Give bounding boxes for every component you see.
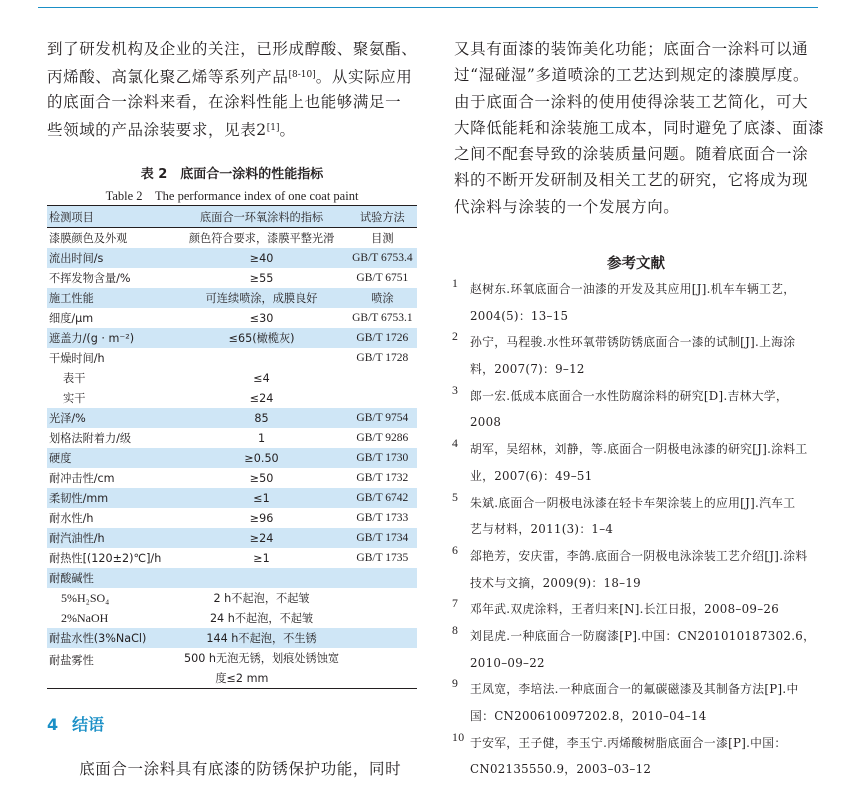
reference-line: 艺与材料，2011(3)：1–4 (470, 522, 614, 537)
table-row: 实干 ≤24 (63, 391, 274, 405)
text-line: 又具有面漆的装饰美化功能；底面合一涂料可以通 (454, 40, 809, 58)
reference-number: 6 (452, 542, 459, 557)
reference-number: 5 (452, 489, 459, 504)
section-title: 结语 (72, 715, 105, 734)
table-caption-cn: 表 2 底面合一涂料的性能指标 (140, 167, 324, 182)
table-row: 施工性能 可连续喷涂，成膜良好 喷涂 (47, 288, 417, 308)
references-list (452, 276, 822, 783)
table-row: 不挥发物含量/% ≥55 GB/T 6751 (49, 271, 409, 285)
text-line: 之间不配套导致的涂装质量问题。随着底面合一涂 (454, 145, 809, 164)
references-title: 参考文献 (607, 256, 665, 272)
right-paragraph (454, 36, 824, 220)
header-rule (38, 7, 818, 8)
table-row: 耐盐水性(3%NaCl) 144 h不起泡，不生锈 (47, 628, 417, 648)
section-number: 4 (47, 715, 59, 734)
text-line: 到了研发机构及企业的关注，已形成醇酸、聚氨酯、 (47, 40, 418, 58)
reference-item (452, 543, 822, 596)
table-row: 遮盖力/(g · m⁻²) ≤65(橄榄灰) GB/T 1726 (47, 328, 417, 348)
section-heading (47, 712, 104, 735)
performance-table (47, 205, 417, 689)
reference-number: 3 (452, 382, 459, 397)
reference-line: 于安军，王子健，李玉宁.丙烯酸树脂底面合一漆[P].中国： (470, 735, 787, 750)
table-row: 耐水性/h ≥96 GB/T 1733 (49, 511, 409, 525)
reference-line: 技术与文摘，2009(9)：18–19 (470, 575, 641, 590)
reference-line: 2008 (470, 415, 502, 430)
table-row: 表干 ≤4 (63, 371, 270, 385)
citation: [8-10] (288, 70, 316, 81)
reference-line: 孙宁，马程骏.水性环氧带锈防锈底面合一漆的试制[J].上海涂 (470, 335, 796, 350)
table-row: 流出时间/s ≥40 GB/T 6753.4 (47, 248, 417, 268)
table-row: 光泽/% 85 GB/T 9754 (47, 408, 417, 428)
reference-line: 刘昆虎.一种底面合一防腐漆[P].中国：CN201010187302.6， (470, 628, 816, 643)
column-header: 试验方法 (348, 206, 417, 228)
text-line: 的底面合一涂料来看，在涂料性能上也能够满足一 (47, 92, 402, 111)
table-row: 细度/μm ≤30 GB/T 6753.1 (49, 311, 413, 325)
table-caption-en: Table 2 The performance index of one coat paint (105, 189, 359, 203)
reference-line: 朱斌.底面合一阴极电泳漆在轻卡车架涂装上的应用[J].汽车工 (470, 495, 796, 510)
column-header: 检测项目 (47, 206, 175, 228)
text-line: 些领域的产品涂装要求，见表2[1]。 (47, 120, 296, 139)
reference-item (452, 436, 822, 489)
reference-line: 2010–09–22 (470, 655, 545, 670)
text-line: 由于底面合一涂料的使用使得涂装工艺简化，可大 (454, 92, 809, 111)
reference-number: 2 (452, 329, 459, 344)
reference-item (452, 623, 822, 676)
table-row: 5%H₂SO₄ 2 h不起泡，不起皱 (61, 590, 310, 605)
reference-line: 胡军，吴绍林，刘静，等.底面合一阴极电泳漆的研究[J].涂料工 (470, 442, 808, 457)
reference-line: 2004(5)：13–15 (470, 308, 569, 323)
table-row: 耐冲击性/cm ≥50 GB/T 1732 (49, 471, 409, 485)
reference-line: 料，2007(7)：9–12 (470, 362, 585, 377)
reference-item (452, 276, 822, 329)
reference-number: 1 (452, 276, 459, 290)
table-row: 耐盐雾性 500 h无泡无锈，划痕处锈蚀宽 (49, 652, 340, 667)
reference-line: 邓年武.双虎涂料，王者归来[N].长江日报，2008–09–26 (470, 602, 780, 617)
table-row: 柔韧性/mm ≤1 GB/T 6742 (47, 488, 417, 508)
reference-item (452, 730, 822, 783)
reference-item (452, 676, 822, 729)
reference-number: 4 (452, 436, 459, 451)
reference-line: 国：CN200610097202.8，2010–04–14 (470, 709, 707, 723)
table-row: 干燥时间/h GB/T 1728 (49, 352, 409, 365)
reference-number: 7 (452, 596, 459, 611)
table-row: 划格法附着力/级 1 GB/T 9286 (49, 431, 409, 445)
reference-number: 9 (452, 676, 459, 691)
reference-line: 郐艳芳，安庆雷，李鸽.底面合一阴极电泳涂装工艺介绍[J].涂料 (470, 548, 808, 563)
table-row: 耐汽油性/h ≥24 GB/T 1734 (47, 528, 417, 548)
text-line: 丙烯酸、高氯化聚乙烯等系列产品[8-10]。从实际应用 (47, 68, 413, 87)
reference-item (452, 490, 822, 543)
table-row: 硬度 ≥0.50 GB/T 1730 (47, 448, 417, 468)
table-header-row (47, 206, 417, 228)
reference-line: CN02135550.9，2003–03–12 (470, 762, 652, 777)
table-row: 度≤2 mm (47, 668, 417, 689)
reference-line: 王凤宽，李培法.一种底面合一的氟碳磁漆及其制备方法[P].中 (470, 682, 799, 697)
left-bottom-paragraph (47, 756, 401, 782)
citation: [1] (266, 122, 280, 133)
reference-line: 赵树东.环氧底面合一油漆的开发及其应用[J].机车车辆工艺， (470, 282, 796, 296)
text-line: 料的不断开发研制及相关工艺的研究，它将成为现 (454, 171, 809, 190)
table-row: 漆膜颜色及外观 颜色符合要求，漆膜平整光滑 目测 (49, 232, 394, 245)
table-row: 耐酸碱性 (47, 568, 417, 588)
reference-number: 10 (452, 729, 465, 744)
text-line: 代涂料与涂装的一个发展方向。 (454, 197, 680, 216)
reference-item (452, 596, 822, 623)
text-line: 底面合一涂料具有底漆的防锈保护功能，同时 (47, 760, 402, 778)
column-header: 底面合一环氧涂料的指标 (175, 206, 347, 228)
left-paragraph (47, 36, 417, 141)
reference-item (452, 329, 822, 382)
reference-item (452, 383, 822, 436)
text-line: 大降低能耗和涂装施工成本，同时避免了底漆、面漆 (454, 118, 825, 137)
reference-line: 郎一宏.低成本底面合一水性防腐涂料的研究[D].吉林大学， (470, 388, 788, 403)
table-row: 2%NaOH 24 h不起泡，不起皱 (61, 610, 314, 625)
reference-number: 8 (452, 622, 459, 637)
reference-line: 业，2007(6)：49–51 (470, 468, 593, 483)
text-line: 过“湿碰湿”多道喷涂的工艺达到规定的漆膜厚度。 (454, 66, 810, 85)
table-row: 耐热性[(120±2)℃]/h ≥1 GB/T 1735 (49, 551, 409, 565)
